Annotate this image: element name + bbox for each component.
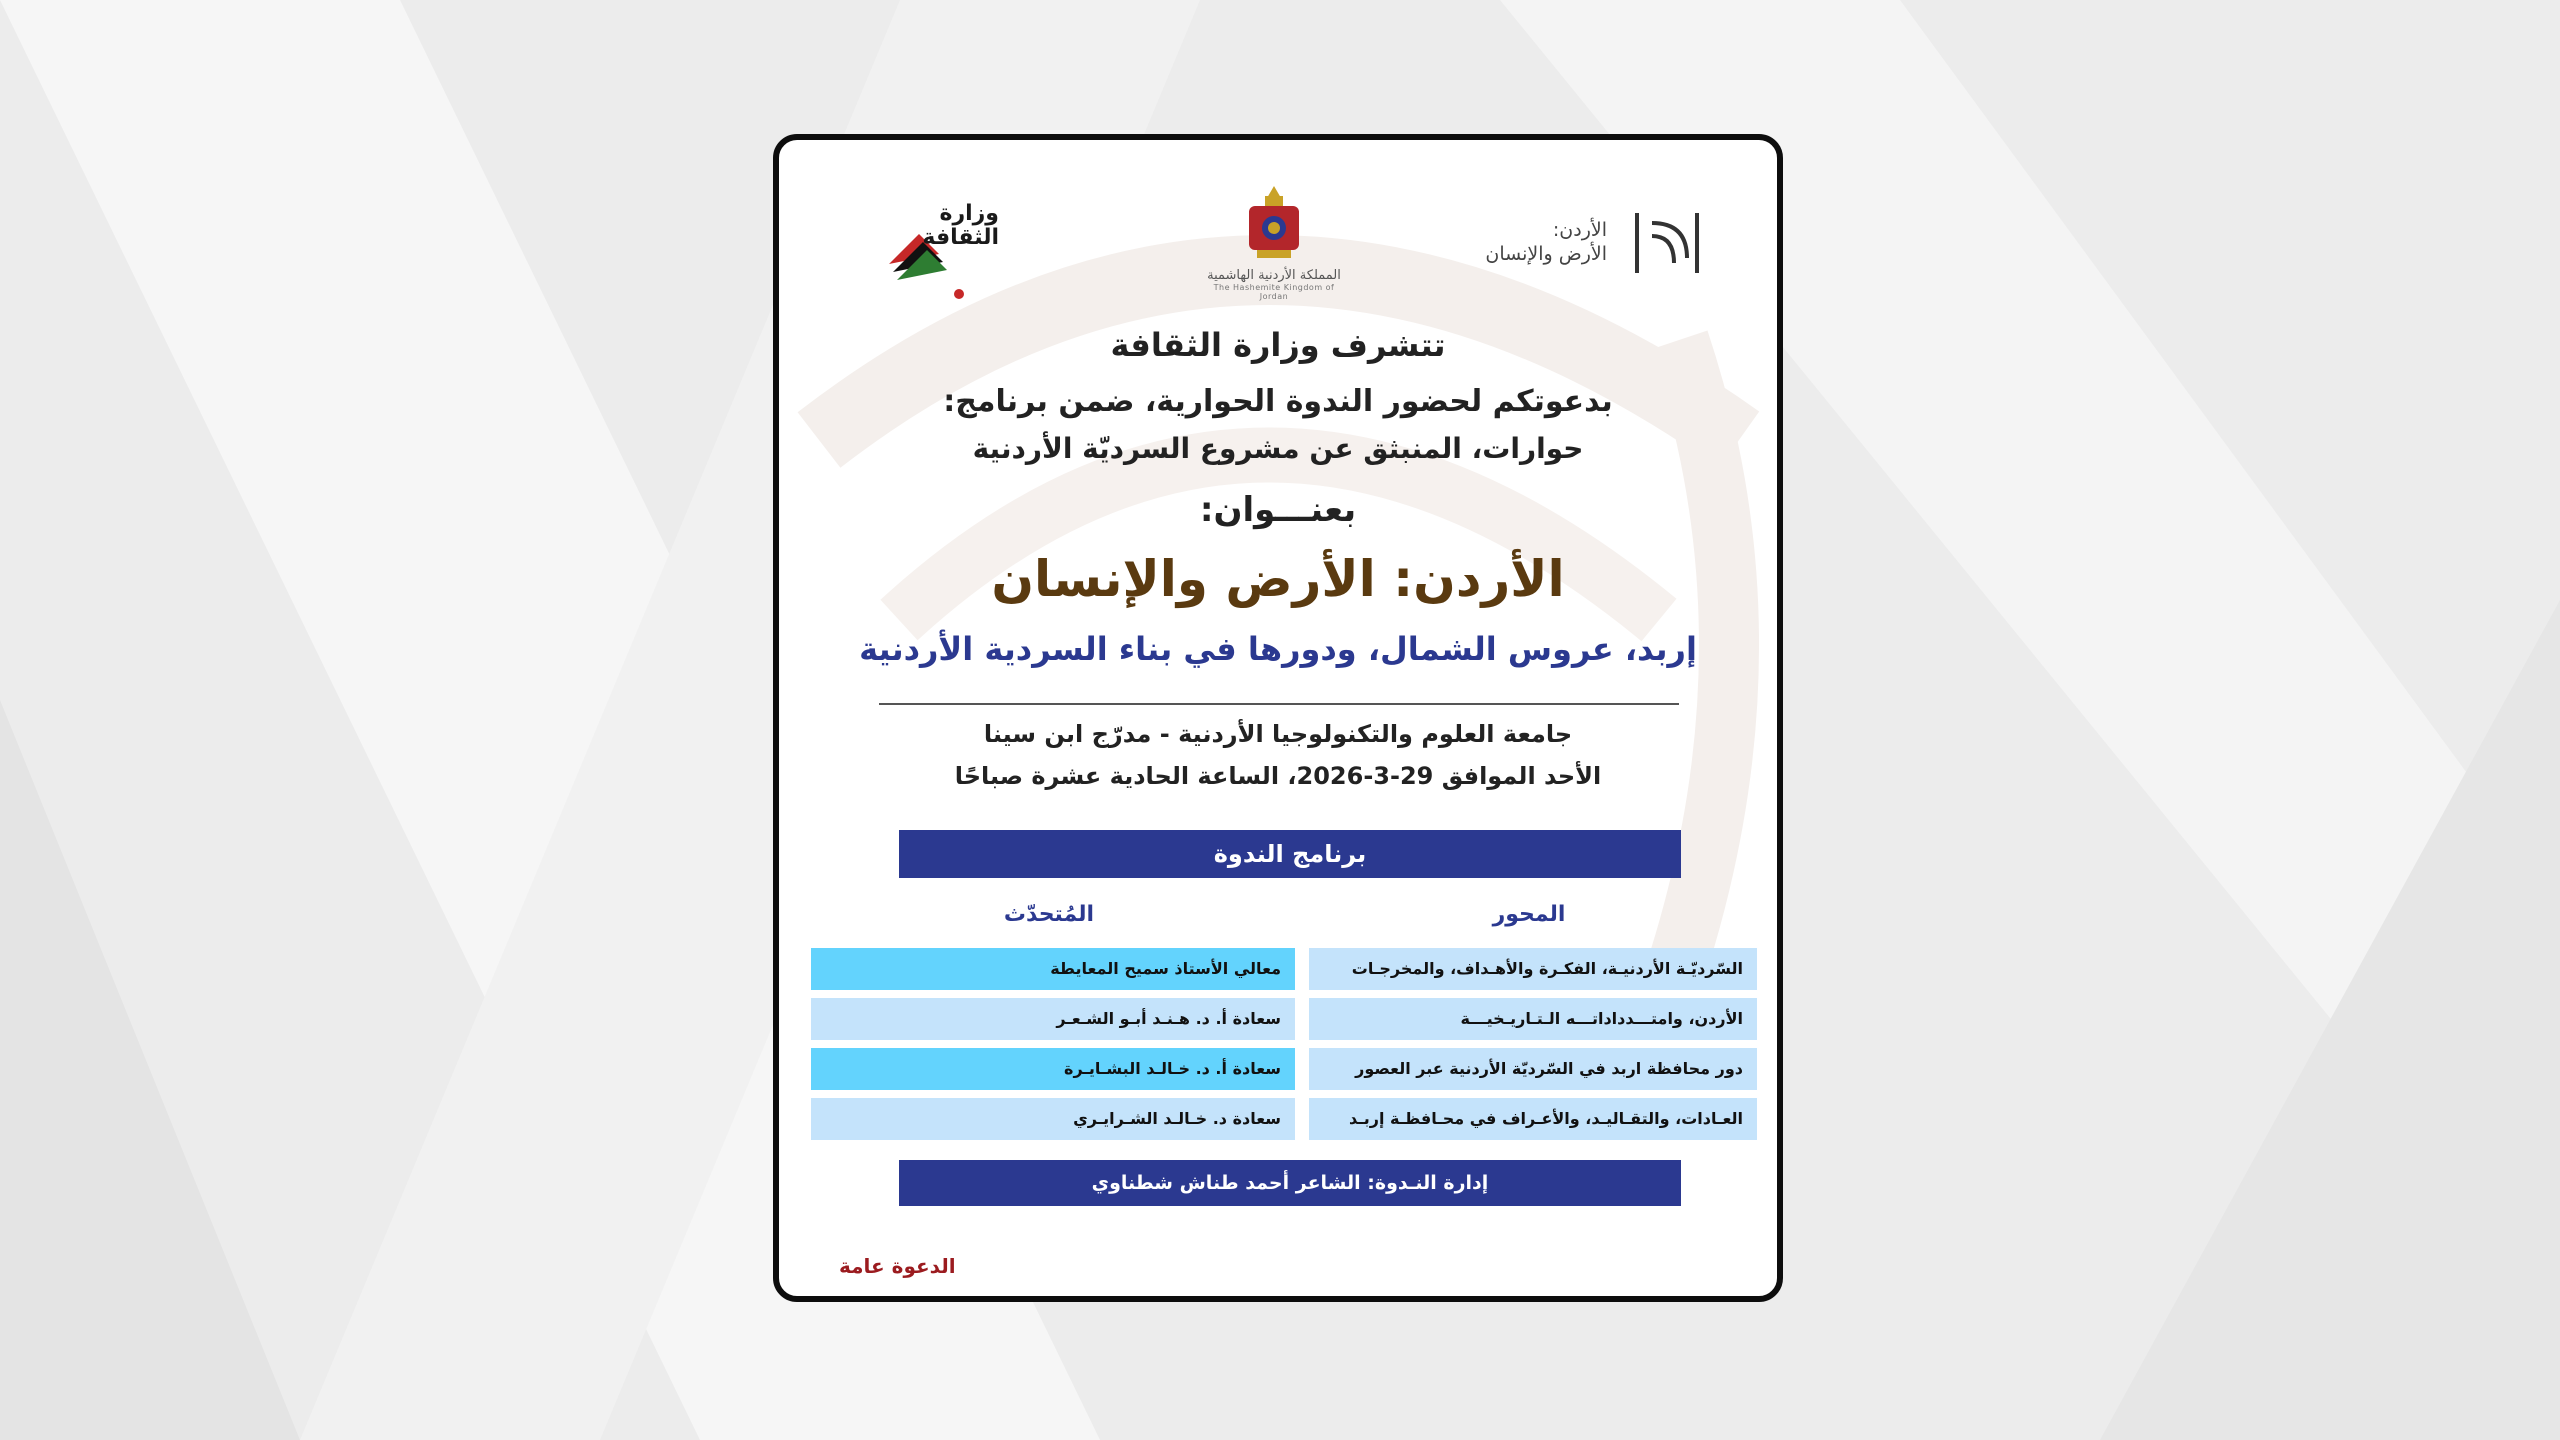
crest-caption: المملكة الأردنية الهاشمية — [1207, 268, 1341, 283]
column-speaker: المُتحدّث — [1003, 902, 1095, 927]
royal-crest — [1199, 184, 1349, 301]
column-topic: المحور — [1492, 902, 1566, 927]
topic-cell-4: العـادات، والتقـاليـد، والأعـراف في محـافظـة إربـد — [1309, 1098, 1757, 1140]
program-header: برنامج الندوة — [899, 830, 1681, 878]
speaker-cell-4: سعادة د. خـالـد الشـرايـري — [811, 1098, 1295, 1140]
topic-cell-3: دور محافظة اربد في السّرديّة الأردنية عبر العصور — [1309, 1048, 1757, 1090]
speaker-cell-1: معالي الأستاذ سميح المعايطة — [811, 948, 1295, 990]
moderator-banner: إدارة النـدوة: الشاعر أحمد طناش شطناوي — [899, 1160, 1681, 1206]
invitation-line-1: بدعوتكم لحضور الندوة الحوارية، ضمن برنامج: — [943, 384, 1613, 419]
ministry-logo-text: وزارة الثقافة — [922, 201, 999, 250]
speaker-cell-3: سعادة أ. د. خـالـد البشـايـرة — [811, 1048, 1295, 1090]
subtitle: إربد، عروس الشمال، ودورها في بناء السردية الأردنية — [859, 630, 1697, 668]
invitation-line-2: حوارات، المنبثق عن مشروع السرديّة الأردنية — [972, 432, 1584, 465]
host-line: تتشرف وزارة الثقافة — [1110, 326, 1446, 364]
speaker-cell-2: سعادة أ. د. هـنـد أبـو الشـعـر — [811, 998, 1295, 1040]
project-logo-icon — [1627, 208, 1707, 278]
divider — [879, 703, 1679, 705]
project-logo-text: الأردن: الأرض والإنسان — [1485, 219, 1607, 265]
crest-icon — [1239, 184, 1309, 264]
public-invitation-note: الدعوة عامة — [839, 1254, 956, 1278]
datetime: الأحد الموافق 29-3-2026، الساعة الحادية عشرة صباحًا — [954, 762, 1602, 790]
topic-cell-2: الأردن، وامتـــدداداتـــه الـتـاريـخيـــة — [1309, 998, 1757, 1040]
title-label: بعنـــوان: — [1199, 490, 1357, 530]
main-title: الأردن: الأرض والإنسان — [991, 550, 1565, 608]
crest-caption-en: The Hashemite Kingdom of Jordan — [1213, 283, 1335, 301]
topic-cell-1: السّرديّـة الأردنيـة، الفكـرة والأهـداف، والمخرجـات — [1309, 948, 1757, 990]
venue: جامعة العلوم والتكنولوجيا الأردنية - مدرّج ابن سينا — [983, 720, 1573, 748]
invitation-card — [773, 134, 1783, 1302]
